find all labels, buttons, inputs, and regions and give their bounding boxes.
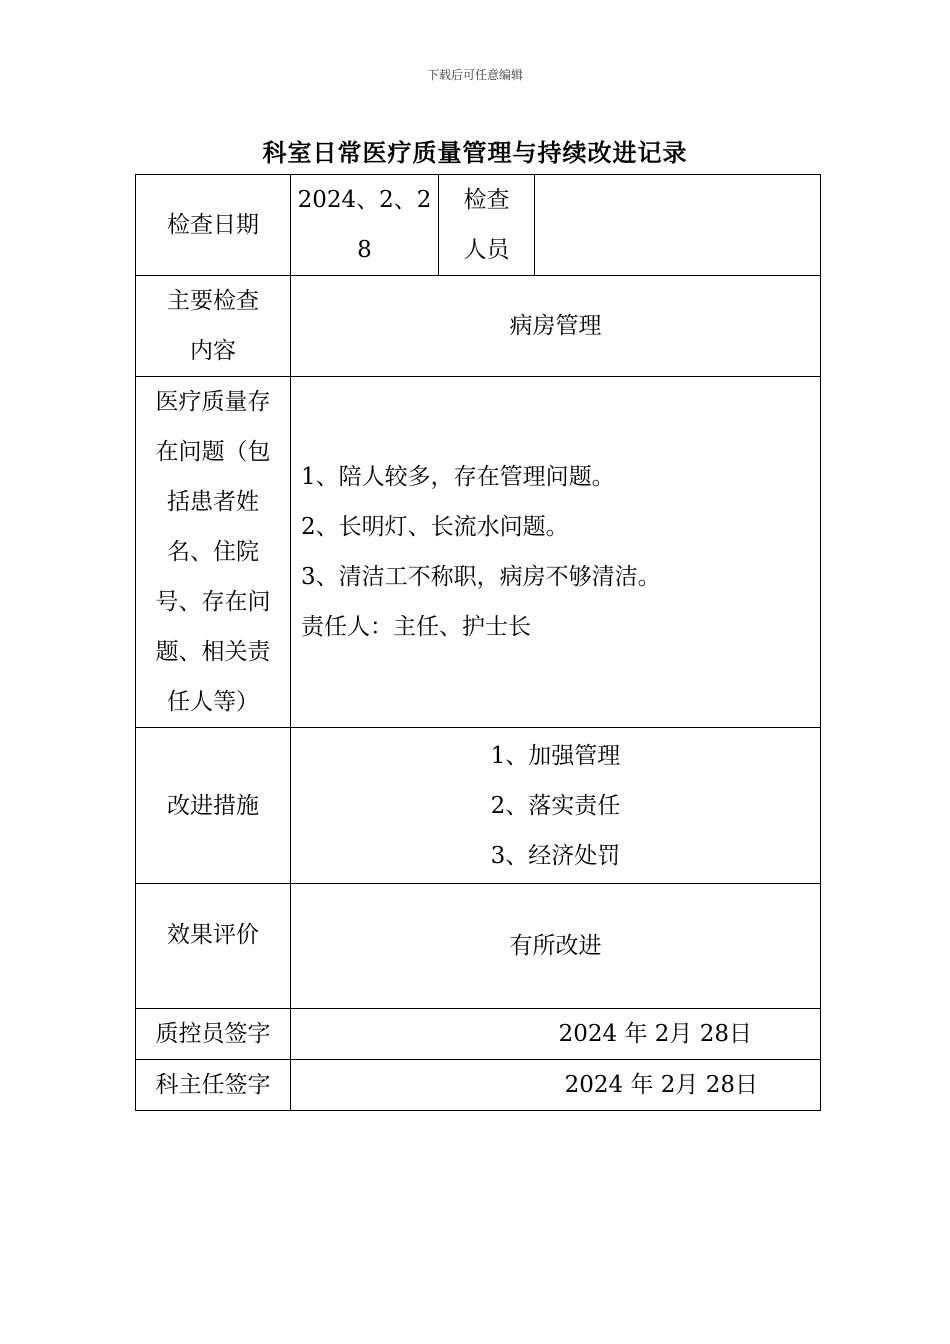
qc-signature-date: 2024 年 2月 28日 <box>291 1009 821 1060</box>
row-evaluation <box>136 884 821 1009</box>
problem-item: 2、长明灯、长流水问题。 <box>301 514 569 540</box>
main-content-label-line2: 内容 <box>190 338 236 364</box>
problems-label-line: 括患者姓 <box>167 489 259 515</box>
measures-label: 改进措施 <box>136 728 291 884</box>
main-content-value: 病房管理 <box>291 276 821 377</box>
row-measures <box>136 728 821 884</box>
measure-item: 2、落实责任 <box>490 792 621 819</box>
problems-label <box>136 377 291 728</box>
inspector-value <box>535 175 821 276</box>
problems-label-line: 名、住院 <box>167 539 259 565</box>
inspector-label-line2: 人员 <box>463 237 510 263</box>
problems-label-line: 医疗质量存 <box>155 389 271 415</box>
problem-item: 3、清洁工不称职，病房不够清洁。 <box>301 564 661 590</box>
row-problems <box>136 377 821 728</box>
problems-label-line: 题、相关责 <box>155 639 271 665</box>
row-main-content <box>136 276 821 377</box>
measure-item: 1、加强管理 <box>490 742 621 769</box>
header-note: 下载后可任意编辑 <box>426 68 523 82</box>
qc-signature-label: 质控员签字 <box>136 1009 291 1060</box>
row-qc-signature <box>136 1009 821 1060</box>
director-signature-label: 科主任签字 <box>136 1060 291 1111</box>
row-check-date <box>136 175 821 276</box>
problems-label-line: 在问题（包 <box>155 439 271 465</box>
responsible-person: 责任人：主任、护士长 <box>301 614 531 640</box>
inspector-label-line1: 检查 <box>463 187 510 213</box>
problem-item: 1、陪人较多，存在管理问题。 <box>301 464 615 490</box>
main-content-label-line1: 主要检查 <box>167 288 259 314</box>
record-table <box>135 174 821 1111</box>
director-signature-date: 2024 年 2月 28日 <box>291 1060 821 1111</box>
measures-list <box>291 728 821 884</box>
problems-label-line: 号、存在问 <box>155 589 271 615</box>
inspector-label <box>439 175 535 276</box>
evaluation-value: 有所改进 <box>291 884 821 1009</box>
main-content-label <box>136 276 291 377</box>
problems-label-line: 任人等） <box>167 689 259 715</box>
check-date-line1: 2024、2、2 <box>297 187 432 213</box>
check-date-label: 检查日期 <box>136 175 291 276</box>
evaluation-label: 效果评价 <box>136 884 291 1009</box>
check-date-line2: 8 <box>357 237 372 263</box>
document-title: 科室日常医疗质量管理与持续改进记录 <box>262 138 688 167</box>
problems-list <box>291 377 821 728</box>
row-director-signature <box>136 1060 821 1111</box>
check-date-value <box>291 175 439 276</box>
measure-item: 3、经济处罚 <box>490 842 621 869</box>
